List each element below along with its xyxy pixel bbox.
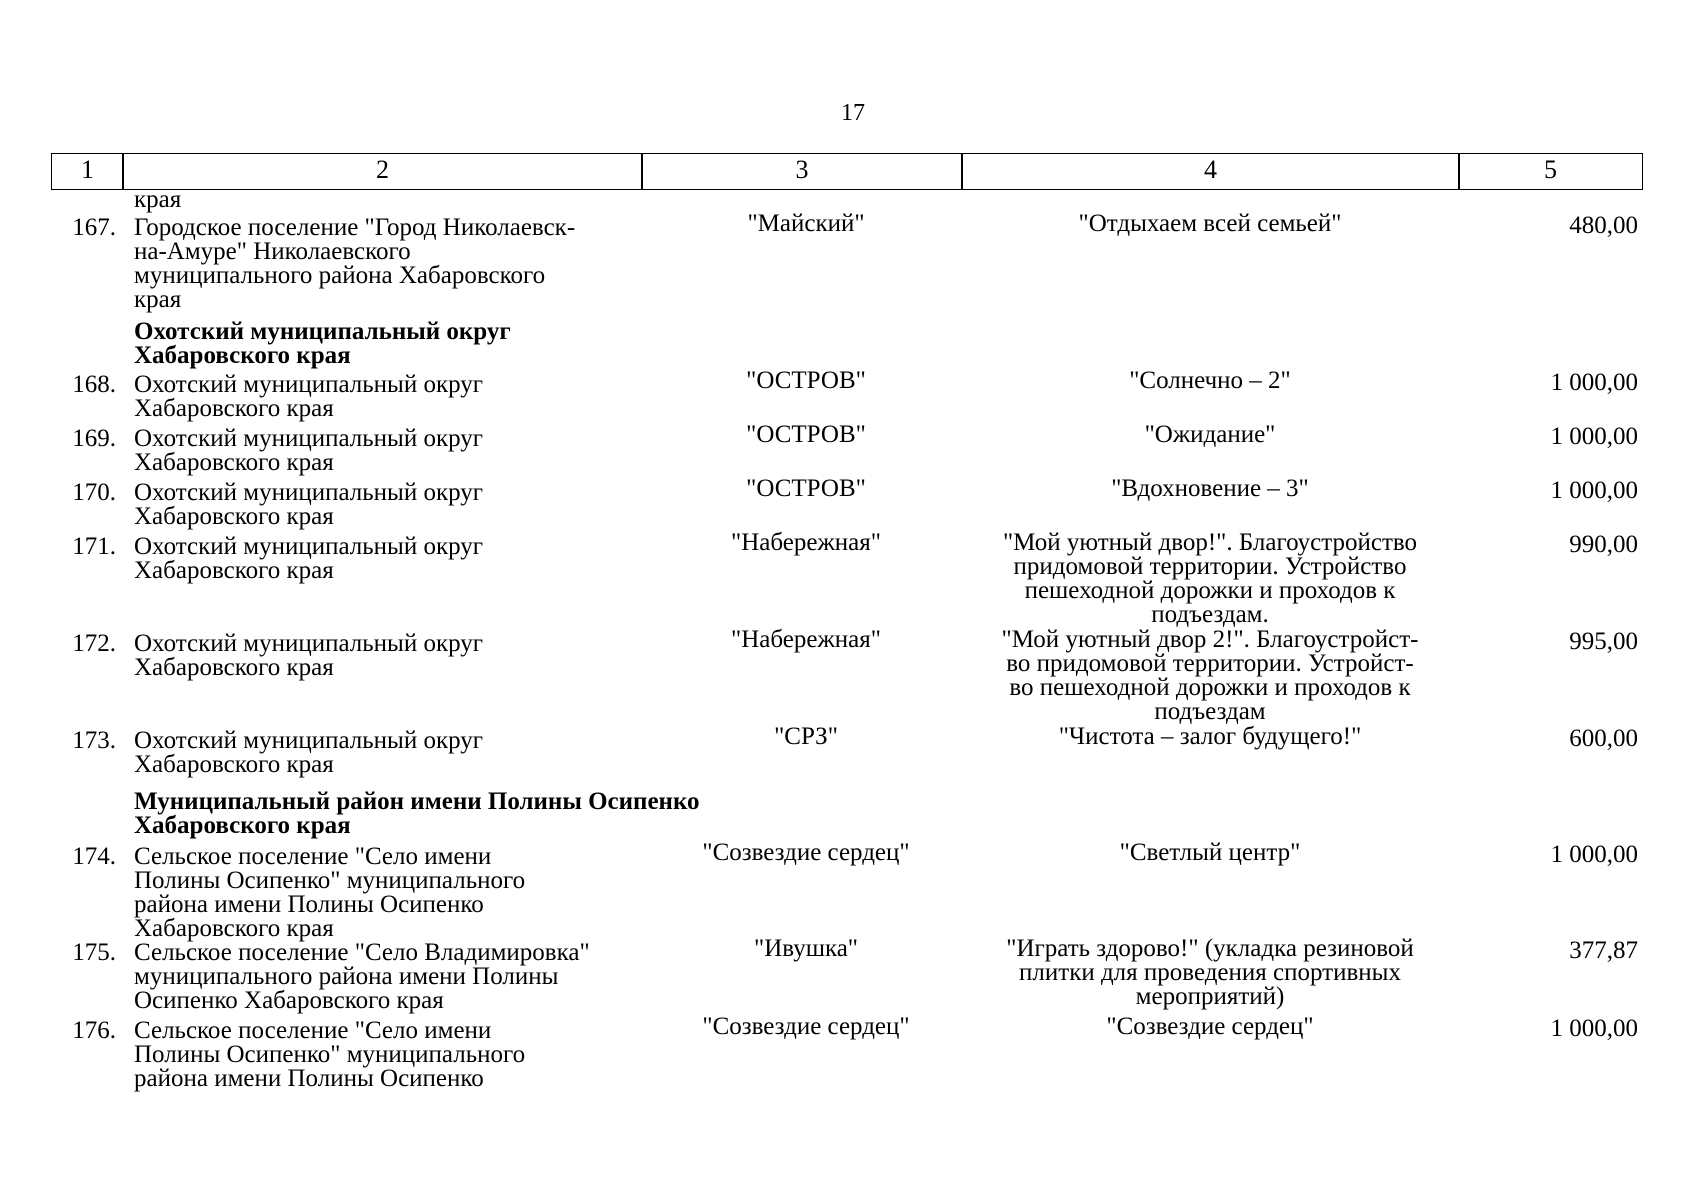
project-cell: "Отдыхаем всей семьей" <box>1078 210 1342 237</box>
amount-cell: 480,00 <box>1569 212 1638 239</box>
project-cell: "Играть здорово!" (укладка резиновой плитки для проведения спортивных мероприятий) <box>1006 935 1414 1010</box>
project-cell: "Солнечно – 2" <box>1129 367 1291 394</box>
amount-cell: 600,00 <box>1569 725 1638 752</box>
municipality-cell: Охотский муниципальный округ Хабаровского края <box>134 630 484 681</box>
project-cell: "Светлый центр" <box>1119 839 1301 866</box>
row-number: 175. <box>72 939 116 966</box>
header-col-3: 3 <box>641 153 963 190</box>
project-cell: "Вдохновение – 3" <box>1111 475 1309 502</box>
amount-cell: 1 000,00 <box>1550 1015 1638 1042</box>
organization-cell: "Созвездие сердец" <box>702 839 910 866</box>
amount-cell: 1 000,00 <box>1550 423 1638 450</box>
row-number: 176. <box>72 1017 116 1044</box>
organization-cell: "Майский" <box>747 210 865 237</box>
row-number: 169. <box>72 425 116 452</box>
row-number: 167. <box>72 214 116 241</box>
section-heading: Муниципальный район имени Полины Осипенко Хабаровского края <box>134 788 700 839</box>
project-cell: "Мой уютный двор 2!". Благоустройст- во придомовой территории. Устройст- во пешеходной дорожки и проходов к подъездам <box>1001 626 1419 725</box>
organization-cell: "ОСТРОВ" <box>746 367 866 394</box>
municipality-cell: Городское поселение "Город Николаевск- на-Амуре" Николаевского муниципального района Хабаровского края <box>134 214 576 313</box>
row-number: 172. <box>72 630 116 657</box>
row-number: 173. <box>72 727 116 754</box>
municipality-cell: Сельское поселение "Село Владимировка" муниципального района имени Полины Осипенко Хабаровского края <box>134 939 590 1014</box>
municipality-cell: Охотский муниципальный округ Хабаровского края <box>134 479 484 530</box>
amount-cell: 995,00 <box>1569 628 1638 655</box>
municipality-cell: Охотский муниципальный округ Хабаровского края <box>134 425 484 476</box>
organization-cell: "Набережная" <box>731 626 881 653</box>
amount-cell: 1 000,00 <box>1550 841 1638 868</box>
amount-cell: 377,87 <box>1569 937 1638 964</box>
header-col-4: 4 <box>961 153 1460 190</box>
municipality-cell: Охотский муниципальный округ Хабаровского края <box>134 533 484 584</box>
row-number: 174. <box>72 843 116 870</box>
municipality-cell: Сельское поселение "Село имени Полины Осипенко" муниципального района имени Полины Осипенко Хабаровского края <box>134 843 526 942</box>
project-cell: "Мой уютный двор!". Благоустройство придомовой территории. Устройство пешеходной дорожки и проходов к подъездам. <box>1002 529 1418 628</box>
header-col-1: 1 <box>51 153 124 190</box>
page-number: 17 <box>841 100 865 126</box>
organization-cell: "СРЗ" <box>774 723 838 750</box>
amount-cell: 990,00 <box>1569 531 1638 558</box>
municipality-cell: Сельское поселение "Село имени Полины Осипенко" муниципального района имени Полины Осипенко <box>134 1017 526 1092</box>
header-col-2: 2 <box>122 153 643 190</box>
section-heading: Охотский муниципальный округ Хабаровского края <box>134 318 511 369</box>
project-cell: "Чистота – залог будущего!" <box>1058 723 1362 750</box>
municipality-cell: Охотский муниципальный округ Хабаровского края <box>134 371 484 422</box>
organization-cell: "ОСТРОВ" <box>746 475 866 502</box>
row-number: 168. <box>72 371 116 398</box>
row-number: 171. <box>72 533 116 560</box>
organization-cell: "Созвездие сердец" <box>702 1013 910 1040</box>
organization-cell: "ОСТРОВ" <box>746 421 866 448</box>
amount-cell: 1 000,00 <box>1550 369 1638 396</box>
continuation-text: края <box>134 186 182 213</box>
project-cell: "Созвездие сердец" <box>1106 1013 1314 1040</box>
organization-cell: "Ивушка" <box>753 935 859 962</box>
organization-cell: "Набережная" <box>731 529 881 556</box>
project-cell: "Ожидание" <box>1144 421 1276 448</box>
municipality-cell: Охотский муниципальный округ Хабаровского края <box>134 727 484 778</box>
header-col-5: 5 <box>1458 153 1643 190</box>
row-number: 170. <box>72 479 116 506</box>
amount-cell: 1 000,00 <box>1550 477 1638 504</box>
